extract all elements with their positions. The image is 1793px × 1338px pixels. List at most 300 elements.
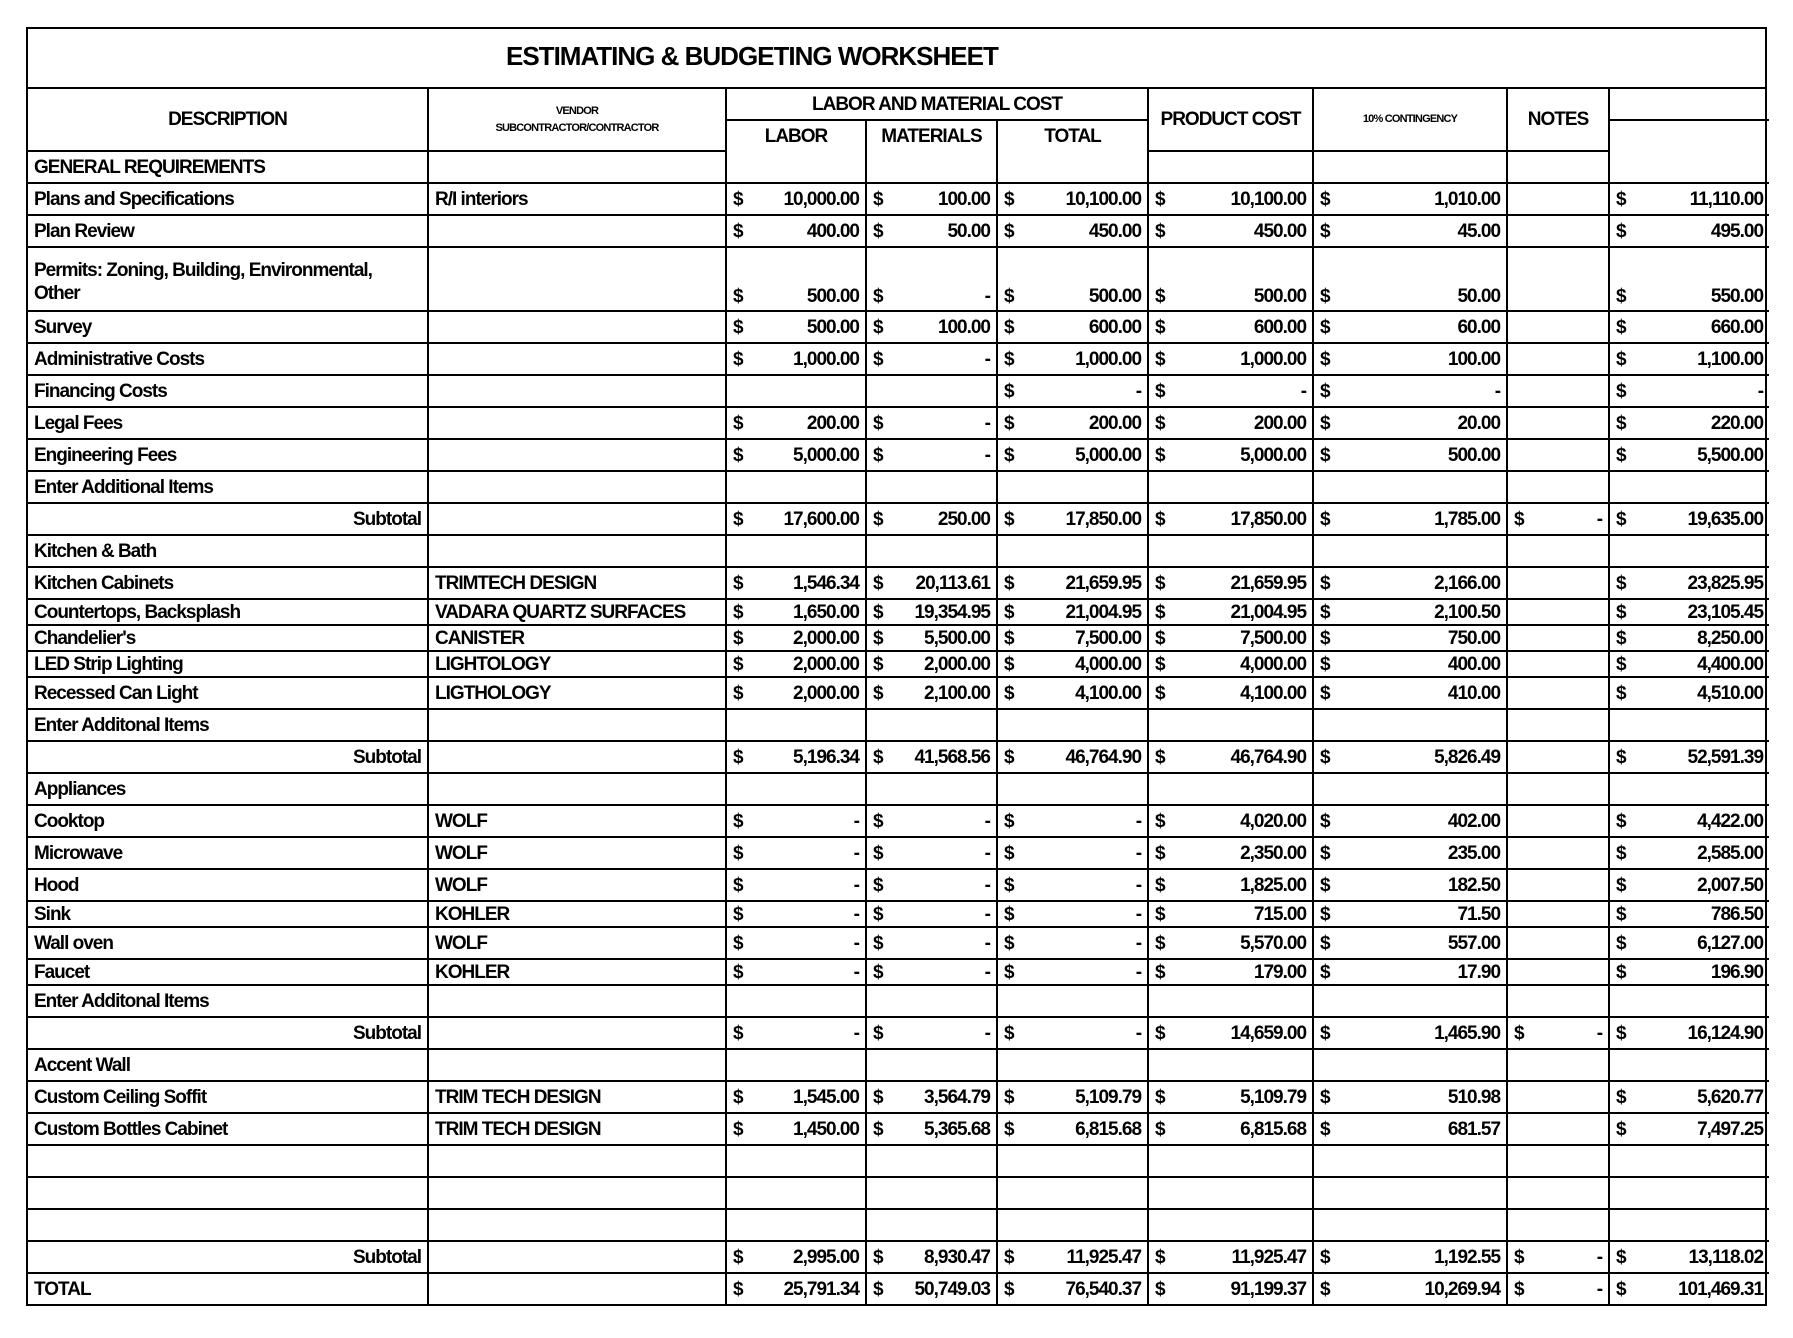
empty-cell (726, 471, 866, 503)
total-cell (997, 311, 1148, 343)
empty-cell (726, 985, 866, 1017)
dollar-sign: $ (1320, 746, 1330, 768)
section-row (28, 1145, 1769, 1177)
money-value (1320, 222, 1500, 241)
money-value (1155, 963, 1306, 982)
amount: 7,497.25 (1697, 1118, 1764, 1140)
dollar-sign: $ (1616, 932, 1626, 954)
dollar-sign: $ (1320, 627, 1330, 649)
dollar-sign: $ (1155, 682, 1165, 704)
worksheet-title: ESTIMATING & BUDGETING WORKSHEET (506, 41, 998, 71)
table-row (28, 567, 1769, 599)
amount: - (1596, 1022, 1603, 1044)
description-cell: Enter Additional Items (28, 471, 428, 503)
contingency-cell (1313, 1113, 1507, 1145)
table-row (28, 837, 1769, 869)
notes-cell (1507, 959, 1609, 985)
dollar-sign: $ (1320, 1086, 1330, 1108)
amount: 5,109.79 (1075, 1086, 1142, 1108)
grand-total-cell (1609, 503, 1769, 535)
money-value (1320, 1088, 1500, 1107)
amount: - (1135, 842, 1142, 864)
amount: 500.00 (806, 286, 859, 307)
header-total: TOTAL (997, 120, 1148, 151)
notes-cell (1507, 837, 1609, 869)
money-value (733, 655, 859, 674)
title-row (28, 29, 1765, 89)
dollar-sign: $ (1004, 874, 1014, 896)
product-cell (1148, 677, 1313, 709)
money-value (1155, 287, 1306, 306)
contingency-cell (1313, 959, 1507, 985)
dollar-sign: $ (1004, 961, 1014, 983)
dollar-sign: $ (1320, 1022, 1330, 1044)
money-value (733, 876, 859, 895)
grand-total-cell (1609, 1113, 1769, 1145)
money-value (1155, 844, 1306, 863)
empty-cell (866, 985, 997, 1017)
empty-cell (1507, 773, 1609, 805)
amount: 1,546.34 (793, 572, 859, 594)
amount: 2,000.00 (793, 682, 859, 704)
total-cell (997, 837, 1148, 869)
dollar-sign: $ (1616, 572, 1626, 594)
notes-cell (1507, 869, 1609, 901)
money-value (1004, 876, 1141, 895)
amount: 235.00 (1447, 842, 1501, 864)
grand-total-cell (1609, 837, 1769, 869)
section-row (28, 535, 1769, 567)
amount: 11,925.47 (1231, 1246, 1307, 1268)
money-value (1320, 876, 1500, 895)
dollar-sign: $ (733, 746, 743, 768)
amount: 182.50 (1447, 874, 1501, 896)
dollar-sign: $ (1004, 746, 1014, 768)
dollar-sign: $ (733, 932, 743, 954)
money-value (1155, 222, 1306, 241)
dollar-sign: $ (1320, 188, 1330, 210)
dollar-sign: $ (1320, 932, 1330, 954)
amount: 25,791.34 (783, 1278, 859, 1300)
description-cell: Kitchen & Bath (28, 535, 428, 567)
money-value (733, 1248, 859, 1267)
amount: - (984, 903, 990, 925)
dollar-sign: $ (733, 653, 743, 675)
description-cell: Chandelier's (28, 625, 428, 651)
materials-cell (866, 439, 997, 471)
amount: 200.00 (1088, 412, 1142, 434)
contingency-cell (1313, 599, 1507, 625)
money-value (1616, 318, 1763, 337)
empty-cell (726, 535, 866, 567)
subtotal-row (28, 1241, 1769, 1273)
labor-cell (726, 677, 866, 709)
money-value (733, 510, 859, 529)
vendor-cell (428, 407, 726, 439)
amount: 500.00 (1088, 286, 1142, 307)
amount: - (984, 842, 990, 864)
header-contingency: 10% CONTINGENCY (1313, 89, 1507, 151)
notes-cell (1507, 741, 1609, 773)
notes-cell (1507, 1017, 1609, 1049)
labor-cell (726, 407, 866, 439)
amount: 4,400.00 (1697, 653, 1764, 675)
money-value (733, 905, 859, 924)
description-cell: Microwave (28, 837, 428, 869)
dollar-sign: $ (1004, 932, 1014, 954)
money-value (1155, 1024, 1306, 1043)
amount: - (984, 810, 990, 832)
total-cell (997, 375, 1148, 407)
labor-cell (726, 439, 866, 471)
product-cell (1148, 805, 1313, 837)
amount: 4,020.00 (1240, 810, 1307, 832)
dollar-sign: $ (1004, 1278, 1014, 1300)
money-value (1004, 905, 1141, 924)
header-vendor-line1: VENDOR (555, 105, 599, 117)
money-value (1155, 382, 1306, 401)
labor-cell (726, 375, 866, 407)
amount: 41,568.56 (914, 746, 990, 768)
dollar-sign: $ (1004, 1022, 1014, 1044)
grand-total-cell (1609, 805, 1769, 837)
empty-cell (997, 1145, 1148, 1177)
dollar-sign: $ (1004, 348, 1014, 370)
materials-cell (866, 1017, 997, 1049)
empty-cell (726, 1209, 866, 1241)
grand-total-cell (1609, 439, 1769, 471)
amount: 11,925.47 (1066, 1246, 1142, 1268)
amount: - (853, 842, 859, 864)
money-value (733, 934, 859, 953)
amount: 510.98 (1447, 1086, 1501, 1108)
empty-cell (726, 1049, 866, 1081)
money-value (1320, 603, 1500, 622)
materials-cell (866, 901, 997, 927)
dollar-sign: $ (1320, 508, 1330, 530)
vendor-cell: LIGHTOLOGY (428, 651, 726, 677)
table-row (28, 311, 1769, 343)
product-cell (1148, 407, 1313, 439)
amount: 500.00 (1447, 444, 1501, 466)
empty-cell (1148, 1145, 1313, 1177)
dollar-sign: $ (1320, 903, 1330, 925)
dollar-sign: $ (1004, 444, 1014, 466)
section-row (28, 985, 1769, 1017)
labor-cell (726, 625, 866, 651)
amount: 5,000.00 (1075, 444, 1142, 466)
money-value (1320, 1248, 1500, 1267)
empty-cell (1507, 535, 1609, 567)
amount: 5,109.79 (1240, 1086, 1307, 1108)
product-cell (1148, 869, 1313, 901)
contingency-cell (1313, 439, 1507, 471)
money-value (1004, 629, 1141, 648)
money-value (1155, 603, 1306, 622)
money-value (1155, 414, 1306, 433)
contingency-cell (1313, 805, 1507, 837)
dollar-sign: $ (1320, 601, 1330, 623)
amount: 715.00 (1253, 903, 1307, 925)
money-value (873, 812, 990, 831)
amount: - (1135, 903, 1142, 925)
money-value (873, 905, 990, 924)
product-cell (1148, 215, 1313, 247)
empty-cell (1148, 1177, 1313, 1209)
vendor-cell (428, 375, 726, 407)
contingency-cell (1313, 1241, 1507, 1273)
amount: 1,000.00 (1240, 348, 1307, 370)
product-cell (1148, 503, 1313, 535)
amount: 450.00 (1253, 220, 1307, 242)
dollar-sign: $ (873, 961, 883, 983)
amount: 1,650.00 (793, 601, 859, 623)
dollar-sign: $ (1155, 220, 1165, 242)
money-value (1320, 905, 1500, 924)
money-value (1155, 190, 1306, 209)
product-cell (1148, 927, 1313, 959)
vendor-cell: TRIM TECH DESIGN (428, 1113, 726, 1145)
amount: - (1135, 874, 1142, 896)
notes-cell (1507, 927, 1609, 959)
amount: 400.00 (806, 220, 859, 242)
labor-cell (726, 503, 866, 535)
empty-cell (1313, 535, 1507, 567)
dollar-sign: $ (1616, 627, 1626, 649)
contingency-cell (1313, 1081, 1507, 1113)
money-value (733, 350, 859, 369)
amount: 23,105.45 (1687, 601, 1764, 623)
total-cell (997, 1273, 1148, 1304)
table-row (28, 407, 1769, 439)
vendor-cell: WOLF (428, 927, 726, 959)
description-cell: Legal Fees (28, 407, 428, 439)
empty-cell (1313, 471, 1507, 503)
empty-cell (866, 151, 997, 183)
amount: - (984, 961, 990, 983)
amount: - (1135, 932, 1142, 954)
empty-cell (726, 1177, 866, 1209)
vendor-cell (428, 1241, 726, 1273)
dollar-sign: $ (733, 601, 743, 623)
total-cell (997, 651, 1148, 677)
dollar-sign: $ (1320, 653, 1330, 675)
money-value (1616, 222, 1763, 241)
notes-cell (1507, 1113, 1609, 1145)
money-value (1004, 1120, 1141, 1139)
dollar-sign: $ (1155, 1118, 1165, 1140)
materials-cell (866, 1241, 997, 1273)
labor-cell (726, 901, 866, 927)
product-cell (1148, 1273, 1313, 1304)
notes-cell (1507, 343, 1609, 375)
dollar-sign: $ (1004, 412, 1014, 434)
amount: 21,004.95 (1065, 601, 1142, 623)
money-value (733, 603, 859, 622)
money-value (873, 350, 990, 369)
money-value (1320, 287, 1500, 306)
money-value (873, 1024, 990, 1043)
amount: 220.00 (1710, 412, 1764, 434)
empty-cell (428, 985, 726, 1017)
dollar-sign: $ (733, 1022, 743, 1044)
money-value (1004, 1280, 1141, 1299)
total-cell (997, 407, 1148, 439)
header-materials: MATERIALS (866, 120, 997, 151)
money-value (733, 812, 859, 831)
description-cell: GENERAL REQUIREMENTS (28, 151, 428, 183)
money-value (1616, 287, 1763, 306)
total-cell (997, 503, 1148, 535)
vendor-cell: LIGTHOLOGY (428, 677, 726, 709)
amount: 7,500.00 (1240, 627, 1307, 649)
dollar-sign: $ (1320, 380, 1330, 402)
empty-cell (1609, 1145, 1769, 1177)
dollar-sign: $ (873, 508, 883, 530)
labor-cell (726, 959, 866, 985)
dollar-sign: $ (1616, 682, 1626, 704)
dollar-sign: $ (1004, 601, 1014, 623)
empty-cell (428, 535, 726, 567)
dollar-sign: $ (1616, 316, 1626, 338)
money-value (1320, 1024, 1500, 1043)
dollar-sign: $ (1155, 188, 1165, 210)
money-value (873, 414, 990, 433)
materials-cell (866, 503, 997, 535)
notes-cell (1507, 375, 1609, 407)
dollar-sign: $ (1320, 874, 1330, 896)
amount: 19,354.95 (914, 601, 990, 623)
empty-cell (866, 773, 997, 805)
contingency-cell (1313, 651, 1507, 677)
money-value (873, 190, 990, 209)
dollar-sign: $ (1155, 1246, 1165, 1268)
money-value (873, 748, 990, 767)
empty-cell (1609, 535, 1769, 567)
notes-cell (1507, 625, 1609, 651)
amount: 20,113.61 (915, 572, 990, 594)
total-cell (997, 215, 1148, 247)
table-row (28, 375, 1769, 407)
product-cell (1148, 1241, 1313, 1273)
empty-cell (428, 471, 726, 503)
empty-cell (1609, 151, 1769, 183)
amount: - (1596, 1278, 1603, 1300)
money-value (873, 1248, 990, 1267)
section-row (28, 1049, 1769, 1081)
dollar-sign: $ (733, 842, 743, 864)
empty-cell (866, 1209, 997, 1241)
vendor-cell: CANISTER (428, 625, 726, 651)
amount: 3,564.79 (924, 1086, 990, 1108)
dollar-sign: $ (733, 682, 743, 704)
labor-cell (726, 1241, 866, 1273)
dollar-sign: $ (1320, 220, 1330, 242)
empty-cell (866, 535, 997, 567)
contingency-cell (1313, 503, 1507, 535)
total-cell (997, 625, 1148, 651)
dollar-sign: $ (1004, 188, 1014, 210)
dollar-sign: $ (1155, 412, 1165, 434)
money-value (1004, 748, 1141, 767)
amount: 2,000.00 (793, 653, 859, 675)
empty-cell (726, 773, 866, 805)
empty-cell (1507, 1209, 1609, 1241)
amount: 19,635.00 (1687, 508, 1764, 530)
money-value (873, 629, 990, 648)
money-value (733, 963, 859, 982)
amount: 5,196.34 (793, 746, 859, 768)
dollar-sign: $ (1155, 627, 1165, 649)
empty-cell (1148, 709, 1313, 741)
amount: 5,365.68 (924, 1118, 990, 1140)
table-row (28, 1113, 1769, 1145)
vendor-cell (428, 503, 726, 535)
product-cell (1148, 439, 1313, 471)
money-value (1320, 190, 1500, 209)
notes-cell (1507, 311, 1609, 343)
dollar-sign: $ (733, 286, 743, 307)
contingency-cell (1313, 183, 1507, 215)
table-row (28, 677, 1769, 709)
amount: 1,100.00 (1697, 348, 1764, 370)
amount: 5,620.77 (1697, 1086, 1764, 1108)
dollar-sign: $ (1155, 746, 1165, 768)
money-value (1616, 1248, 1763, 1267)
grand-total-cell (1609, 741, 1769, 773)
grand-total-cell (1609, 625, 1769, 651)
dollar-sign: $ (873, 653, 883, 675)
dollar-sign: $ (1004, 286, 1014, 307)
amount: 21,004.95 (1230, 601, 1307, 623)
amount: 76,540.37 (1065, 1278, 1142, 1300)
dollar-sign: $ (1514, 1246, 1524, 1268)
grand-total-cell (1609, 407, 1769, 439)
vendor-cell: R/I interiors (428, 183, 726, 215)
total-cell (997, 343, 1148, 375)
section-row (28, 1177, 1769, 1209)
table-row (28, 901, 1769, 927)
money-value (1004, 318, 1141, 337)
money-value (733, 1024, 859, 1043)
amount: 5,000.00 (793, 444, 859, 466)
contingency-cell (1313, 343, 1507, 375)
labor-cell (726, 343, 866, 375)
description-cell: LED Strip Lighting (28, 651, 428, 677)
money-value (1616, 382, 1763, 401)
dollar-sign: $ (1616, 842, 1626, 864)
contingency-cell (1313, 1273, 1507, 1304)
table-row (28, 625, 1769, 651)
empty-cell (726, 1145, 866, 1177)
notes-cell (1507, 439, 1609, 471)
subtotal-row (28, 503, 1769, 535)
dollar-sign: $ (873, 1022, 883, 1044)
money-value (1616, 1120, 1763, 1139)
money-value (1320, 510, 1500, 529)
description-cell: Wall oven (28, 927, 428, 959)
money-value (1004, 655, 1141, 674)
money-value (1616, 414, 1763, 433)
materials-cell (866, 183, 997, 215)
money-value (1004, 414, 1141, 433)
dollar-sign: $ (1320, 348, 1330, 370)
dollar-sign: $ (1004, 380, 1014, 402)
dollar-sign: $ (1616, 961, 1626, 983)
empty-cell (1148, 1049, 1313, 1081)
money-value (1514, 1024, 1602, 1043)
amount: 13,118.02 (1688, 1246, 1764, 1268)
